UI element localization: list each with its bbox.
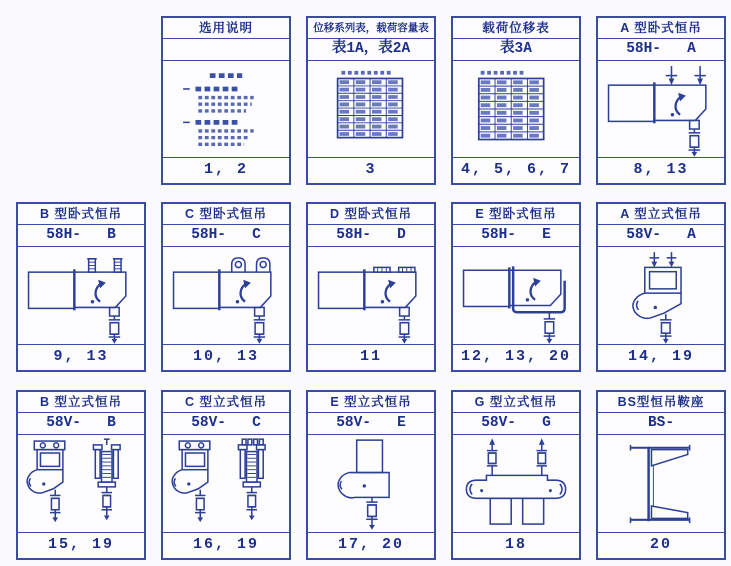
panel-subtitle: 58V- C [163, 413, 289, 435]
panel-subtitle: 58V- E [308, 413, 434, 435]
panel-pages: 14, 19 [598, 344, 724, 370]
panel-58h-a [596, 16, 726, 185]
hanger-58h-a-diagram [598, 61, 724, 157]
hanger-58h-d-diagram [308, 247, 434, 344]
panel-table-1a-2a [306, 16, 436, 185]
hanger-58h-b-diagram [18, 247, 144, 344]
hanger-58h-e-diagram [453, 247, 579, 344]
panel-subtitle: 表3A [453, 39, 579, 61]
panel-title: B 型立式恒吊 [18, 392, 144, 413]
panel-subtitle: 58V- G [453, 413, 579, 435]
panel-pages: 16, 19 [163, 532, 289, 558]
panel-pages: 17, 20 [308, 532, 434, 558]
saddle-bs-diagram [598, 435, 724, 532]
panel-subtitle: 表1A，表2A [308, 39, 434, 61]
panel-pages: 4, 5, 6, 7 [453, 157, 579, 183]
panel-title: B 型卧式恒吊 [18, 204, 144, 225]
panel-pages: 10, 13 [163, 344, 289, 370]
panel-58v-a [596, 202, 726, 372]
panel-58h-b [16, 202, 146, 372]
panel-subtitle: 58H- A [598, 39, 724, 61]
panel-title: C 型立式恒吊 [163, 392, 289, 413]
hanger-58v-a-diagram [598, 247, 724, 344]
panel-pages: 1, 2 [163, 157, 289, 183]
panel-title: G 型立式恒吊 [453, 392, 579, 413]
load-displacement-table-diagram [453, 61, 579, 157]
panel-58v-e [306, 390, 436, 560]
panel-pages: 3 [308, 157, 434, 183]
panel-title: C 型卧式恒吊 [163, 204, 289, 225]
displacement-series-table-diagram [308, 61, 434, 157]
hanger-58v-b-diagram [18, 435, 144, 532]
panel-title: A 型卧式恒吊 [598, 18, 724, 39]
panel-title: 位移系列表，载荷容量表 [308, 18, 434, 39]
panel-subtitle: 58V- B [18, 413, 144, 435]
panel-58h-d [306, 202, 436, 372]
panel-subtitle: 58V- A [598, 225, 724, 247]
panel-58h-c [161, 202, 291, 372]
panel-subtitle [163, 39, 289, 61]
panel-58h-e [451, 202, 581, 372]
panel-pages: 18 [453, 532, 579, 558]
hanger-58v-e-diagram [308, 435, 434, 532]
hanger-58h-c-diagram [163, 247, 289, 344]
panel-58v-g [451, 390, 581, 560]
panel-title: E 型立式恒吊 [308, 392, 434, 413]
panel-58v-c [161, 390, 291, 560]
panel-title: D 型卧式恒吊 [308, 204, 434, 225]
panel-pages: 9, 13 [18, 344, 144, 370]
hanger-58v-c-diagram [163, 435, 289, 532]
panel-subtitle: 58H- B [18, 225, 144, 247]
panel-title: A 型立式恒吊 [598, 204, 724, 225]
panel-pages: 11 [308, 344, 434, 370]
panel-title: BS型恒吊鞍座 [598, 392, 724, 413]
panel-selection-notes [161, 16, 291, 185]
panel-pages: 20 [598, 532, 724, 558]
panel-title: 载荷位移表 [453, 18, 579, 39]
panel-title: 选用说明 [163, 18, 289, 39]
panel-subtitle: BS- [598, 413, 724, 435]
panel-58v-b [16, 390, 146, 560]
panel-title: E 型卧式恒吊 [453, 204, 579, 225]
panel-table-3a [451, 16, 581, 185]
panel-subtitle: 58H- E [453, 225, 579, 247]
hanger-58v-g-diagram [453, 435, 579, 532]
panel-subtitle: 58H- C [163, 225, 289, 247]
panel-pages: 8, 13 [598, 157, 724, 183]
panel-bs-saddle [596, 390, 726, 560]
selection-notes-diagram [163, 61, 289, 157]
panel-pages: 12, 13, 20 [453, 344, 579, 370]
panel-pages: 15, 19 [18, 532, 144, 558]
panel-subtitle: 58H- D [308, 225, 434, 247]
